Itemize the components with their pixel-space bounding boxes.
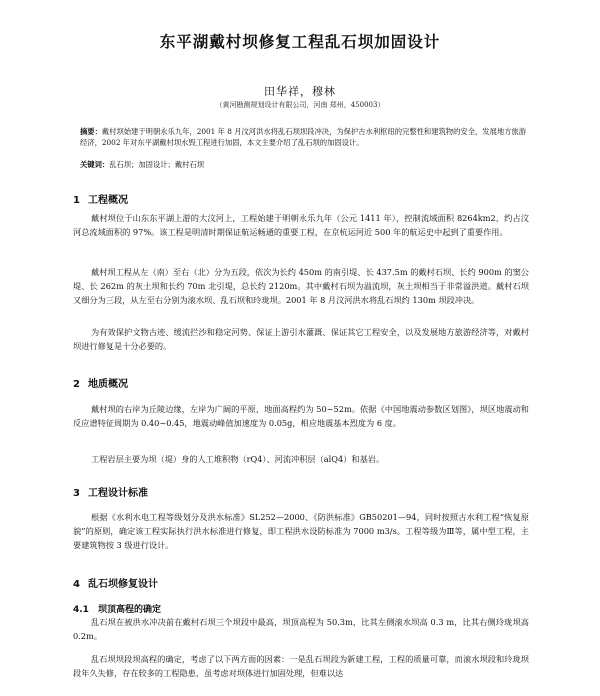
section-number: 2 [73, 379, 80, 390]
section-title: 工程设计标准 [88, 488, 148, 499]
paragraph: 乱石坝在被洪水冲决前在戴村石坝三个坝段中最高，坝顶高程为 50.3m，比其左侧滚水坝高 0.3 m，比其右侧玲珑坝高 0.2m。 [73, 617, 529, 642]
affiliation: （黄河勘测规划设计有限公司，河南 郑州，450003） [215, 101, 385, 109]
authors: 田华祥，穆林 [264, 85, 336, 98]
paper-title: 东平湖戴村坝修复工程乱石坝加固设计 [159, 33, 441, 51]
paragraph: 戴村坝位于山东东平湖上游的大汶河上，工程始建于明朝永乐九年（公元 1411 年），控制流域面积 8264km2，约占汶河总流域面积的 97%。该工程是明清时期保证航运畅通的重要工程，在京杭运河近 500 年的航运史中起到了重要作用。 [73, 213, 529, 238]
paragraph: 戴村坝的右岸为丘陵边缘，左岸为广阔的平原，地面高程约为 50~52m。依据《中国地震动参数区划图》，坝区地震动和反应谱特征周期为 0.40~0.45，地震动峰值加速度为 0.05g，相应地震基本烈度为 6 度。 [73, 404, 529, 429]
section-heading-2 [73, 375, 128, 390]
section-heading-4 [73, 575, 158, 590]
section-number: 1 [73, 195, 80, 206]
section-number: 3 [73, 488, 80, 499]
section-title: 乱石坝修复设计 [88, 579, 158, 590]
paragraph: 为有效保护文物古迹、缓流拦沙和稳定河势、保证上游引水灌溉、保证其它工程安全，以及发展地方旅游经济等，对戴村坝进行修复是十分必要的。 [73, 327, 529, 352]
paragraph: 乱石坝坝段坝高程的确定，考虑了以下两方面的因素：一是乱石坝段为新建工程，工程的质量可靠，而滚水坝段和玲珑坝段年久失修，存在较多的工程隐患，虽考虑对坝体进行加固处理，但难以达 [73, 654, 529, 679]
keywords [80, 159, 528, 170]
subsection-heading-4-1: 4.1 坝顶高程的确定 [73, 605, 161, 615]
keywords-label: 关键词： [80, 160, 110, 169]
section-heading-3 [73, 484, 148, 499]
paragraph: 工程岩层主要为坝（堤）身的人工堆积物（rQ4）、河流冲积层（alQ4）和基岩。 [91, 454, 385, 464]
section-heading-1 [73, 191, 128, 206]
abstract-label: 摘要： [80, 127, 102, 136]
keywords-text: 乱石坝；加固设计；戴村石坝 [109, 160, 205, 169]
section-title: 地质概况 [88, 379, 128, 390]
section-number: 4 [73, 579, 80, 590]
section-title: 工程概况 [88, 195, 128, 206]
paragraph: 根据《水利水电工程等级划分及洪水标准》SL252—2000、《防洪标准》GB50201—94，同时按照古水利工程“恢复原貌”的原则，确定该工程实际执行洪水标准进行修复，即工程洪水设防标准为 7000 m3/s。工程等级为Ⅲ等，属中型工程，主要建筑物按 3 级进行设计。 [73, 512, 529, 551]
paragraph: 戴村坝工程从左（南）至右（北）分为五段，依次为长约 450m 的南引堤、长 437.5m 的戴村石坝、长约 900m 的窦公堤、长 262m 的灰土坝和长约 70m 北引堤，总长约 2120m。其中戴村石坝为溢流坝，灰土坝相当于非常溢洪道。戴村石坝又细分为三段，从左至右分别为滚水坝、乱石坝和玲珑坝。2001 年 8 月汶河洪水将乱石坝约 130m 坝段冲决。 [73, 267, 529, 306]
abstract-text: 戴村坝始建于明朝永乐九年，2001 年 8 月汶河洪水将乱石坝坝段冲决，为保护古水利枢纽的完整性和建筑物的安全，发展地方旅游经济，2002 年对东平湖戴村坝水毁工程进行加固，本文主要介绍了乱石坝的加固设计。 [80, 127, 527, 148]
abstract [80, 126, 528, 149]
